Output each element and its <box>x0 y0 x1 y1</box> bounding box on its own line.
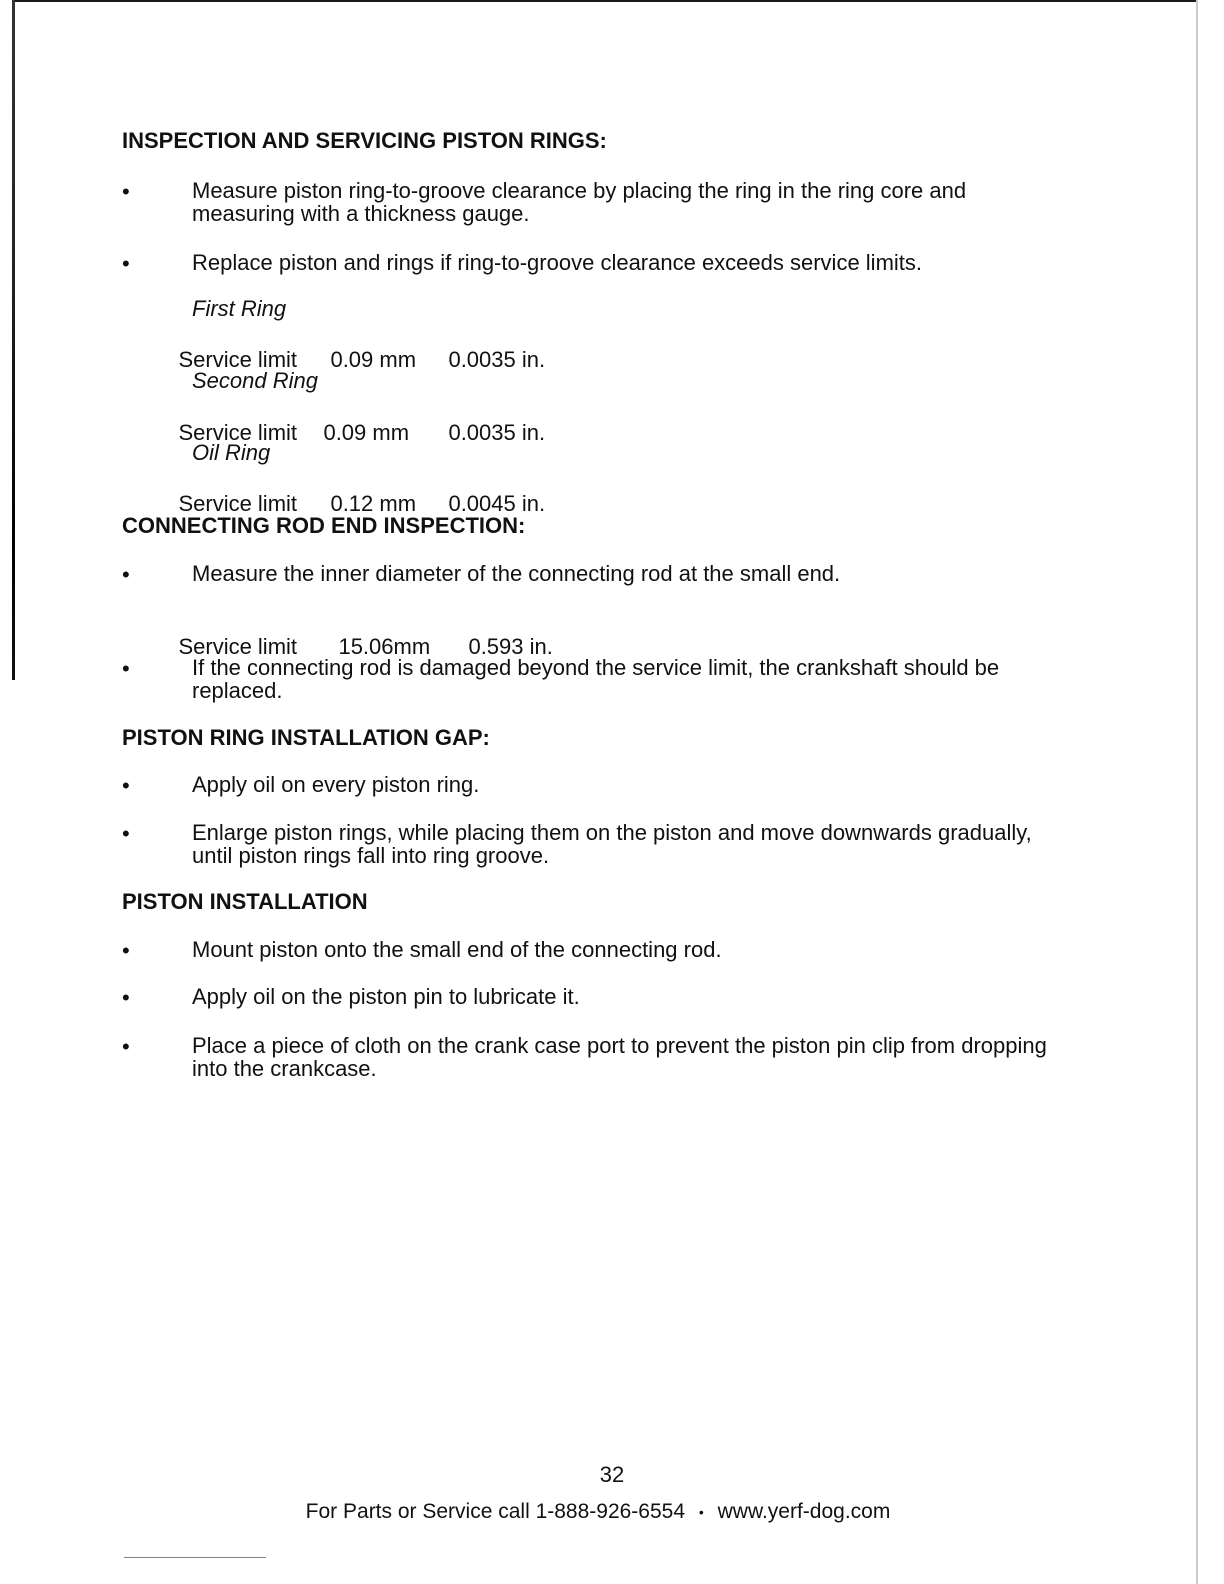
section-heading: INSPECTION AND SERVICING PISTON RINGS: <box>122 128 607 153</box>
footer-website-link[interactable]: www.yerf-dog.com <box>717 1500 891 1523</box>
service-limit-mm: 0.12 mm <box>330 491 417 516</box>
bullet-icon: • <box>122 938 130 963</box>
footer-separator: • <box>698 1504 704 1521</box>
bullet-icon: • <box>122 985 130 1010</box>
service-limit-mm: 0.09 mm <box>330 347 417 372</box>
section-heading: CONNECTING ROD END INSPECTION: <box>122 513 526 538</box>
service-limit-in: 0.0045 in. <box>448 491 546 516</box>
bullet-icon: • <box>122 251 130 276</box>
service-limit-in: 0.593 in. <box>468 634 553 659</box>
page-number: 32 <box>599 1462 625 1487</box>
list-item-text: Mount piston onto the small end of the connecting rod. <box>192 937 722 962</box>
list-item-text: Replace piston and rings if ring-to-groove clearance exceeds service limits. <box>192 250 923 275</box>
list-item-text: Apply oil on every piston ring. <box>192 772 480 797</box>
footer-rule <box>124 1557 266 1558</box>
list-item-text: If the connecting rod is damaged beyond the service limit, the crankshaft should be replaced. <box>192 655 1000 703</box>
ring-name: First Ring <box>192 296 287 321</box>
ring-name: Oil Ring <box>192 440 271 465</box>
service-limit-label: Service limit <box>178 420 298 445</box>
list-item-text: Measure piston ring-to-groove clearance by placing the ring in the ring core and measuring with a thickness gauge. <box>192 178 967 226</box>
scan-edge-left <box>12 0 15 680</box>
bullet-icon: • <box>122 773 130 798</box>
list-item-text: Place a piece of cloth on the crank case port to prevent the piston pin clip from dropping into the crankcase. <box>192 1033 1047 1081</box>
footer-phone-text: For Parts or Service call 1-888-926-6554 <box>305 1500 686 1523</box>
service-limit-label: Service limit <box>178 491 298 516</box>
scan-edge-top <box>12 0 1198 2</box>
list-item-text: Measure the inner diameter of the connecting rod at the small end. <box>192 561 841 586</box>
bullet-icon: • <box>122 562 130 587</box>
service-limit-mm: 15.06mm <box>338 634 431 659</box>
bullet-icon: • <box>122 656 130 681</box>
service-limit-in: 0.0035 in. <box>448 347 546 372</box>
section-heading: PISTON RING INSTALLATION GAP: <box>122 725 490 750</box>
list-item-text: Apply oil on the piston pin to lubricate it. <box>192 984 580 1009</box>
service-limit-label: Service limit <box>178 347 298 372</box>
bullet-icon: • <box>122 179 130 204</box>
footer <box>0 1500 1196 1524</box>
bullet-icon: • <box>122 821 130 846</box>
service-limit-label: Service limit <box>178 634 298 659</box>
bullet-icon: • <box>122 1034 130 1059</box>
list-item-text: Enlarge piston rings, while placing them on the piston and move downwards gradually, until piston rings fall into ring groove. <box>192 820 1032 868</box>
service-limit-in: 0.0035 in. <box>448 420 546 445</box>
section-heading: PISTON INSTALLATION <box>122 889 368 914</box>
service-limit-mm: 0.09 mm <box>323 420 410 445</box>
scan-edge-right <box>1196 0 1198 1584</box>
ring-name: Second Ring <box>192 368 318 393</box>
